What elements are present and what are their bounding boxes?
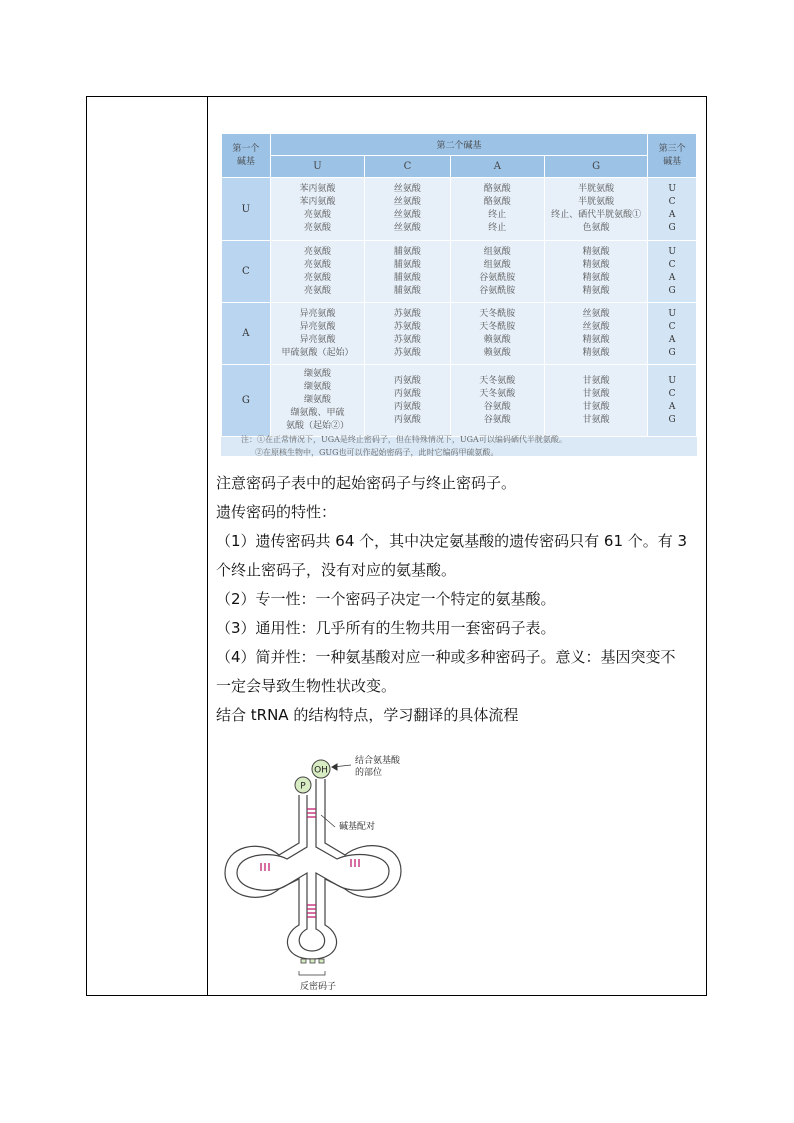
codon-table-notes bbox=[221, 433, 697, 459]
codon-cell: 脯氨酸 脯氨酸 脯氨酸 脯氨酸 bbox=[365, 241, 450, 303]
text-line: （3）通用性：几乎所有的生物共用一套密码子表。 bbox=[216, 619, 556, 637]
p-label: P bbox=[300, 781, 306, 792]
oh-label: OH bbox=[314, 765, 328, 776]
text-line: 结合 tRNA 的结构特点，学习翻译的具体流程 bbox=[216, 706, 519, 724]
trna-body bbox=[225, 835, 401, 959]
third-base-column: U C A G bbox=[648, 365, 697, 437]
oh-circle bbox=[312, 760, 330, 778]
explanation-text bbox=[216, 469, 704, 730]
first-base-a: A bbox=[222, 303, 271, 365]
codon-cell: 丝氨酸 丝氨酸 精氨酸 精氨酸 bbox=[544, 303, 647, 365]
trna-diagram bbox=[221, 747, 461, 992]
codon-cell: 丝氨酸 丝氨酸 丝氨酸 丝氨酸 bbox=[365, 178, 450, 241]
note-2: ②在原核生物中，GUG也可以作起始密码子，此时它编码甲硫氨酸。 bbox=[255, 448, 499, 457]
second-base-g: G bbox=[544, 156, 647, 178]
codon-cell: 亮氨酸 亮氨酸 亮氨酸 亮氨酸 bbox=[270, 241, 364, 303]
arrow-icon bbox=[332, 764, 351, 770]
codon-cell: 精氨酸 精氨酸 精氨酸 精氨酸 bbox=[544, 241, 647, 303]
codon-cell: 酪氨酸 酪氨酸 终止 终止 bbox=[450, 178, 544, 241]
second-base-c: C bbox=[365, 156, 450, 178]
amino-site-label-2: 的部位 bbox=[355, 768, 383, 778]
p-circle bbox=[295, 777, 311, 793]
header-third-base: 第三个碱基 bbox=[648, 134, 697, 178]
content-table bbox=[86, 96, 707, 996]
codon-cell: 丙氨酸 丙氨酸 丙氨酸 丙氨酸 bbox=[365, 365, 450, 437]
text-line: 遗传密码的特性： bbox=[216, 503, 337, 521]
text-line: 一定会导致生物性状改变。 bbox=[216, 677, 397, 695]
codon-cell: 苯丙氨酸 苯丙氨酸 亮氨酸 亮氨酸 bbox=[270, 178, 364, 241]
note-1: 注：①在正常情况下，UGA是终止密码子，但在特殊情况下，UGA可以编码硒代半胱氨酸。 bbox=[241, 435, 567, 444]
codon-cell: 甘氨酸 甘氨酸 甘氨酸 甘氨酸 bbox=[544, 365, 647, 437]
first-base-g: G bbox=[222, 365, 271, 437]
text-line: （2）专一性：一个密码子决定一个特定的氨基酸。 bbox=[216, 590, 556, 608]
codon-table bbox=[221, 133, 697, 437]
first-base-u: U bbox=[222, 178, 271, 241]
anticodon-bracket bbox=[299, 971, 325, 975]
pairing-label: 碱基配对 bbox=[339, 822, 376, 832]
third-base-column: U C A G bbox=[648, 178, 697, 241]
amino-site-label-1: 结合氨基酸 bbox=[355, 756, 401, 766]
codon-cell: 缬氨酸 缬氨酸 缬氨酸 缬氨酸、甲硫 氨酸（起始②） bbox=[270, 365, 364, 437]
second-base-a: A bbox=[450, 156, 544, 178]
third-base-column: U C A G bbox=[648, 303, 697, 365]
header-first-base: 第一个碱基 bbox=[222, 134, 271, 178]
text-line: （4）简并性：一种氨基酸对应一种或多种密码子。意义：基因突变不 bbox=[216, 648, 676, 666]
first-base-c: C bbox=[222, 241, 271, 303]
codon-cell: 组氨酸 组氨酸 谷氨酰胺 谷氨酰胺 bbox=[450, 241, 544, 303]
left-empty-cell bbox=[87, 97, 207, 995]
codon-cell: 天冬酰胺 天冬酰胺 赖氨酸 赖氨酸 bbox=[450, 303, 544, 365]
third-base-column: U C A G bbox=[648, 241, 697, 303]
codon-cell: 异亮氨酸 异亮氨酸 异亮氨酸 甲硫氨酸（起始） bbox=[270, 303, 364, 365]
text-line: 个终止密码子，没有对应的氨基酸。 bbox=[216, 561, 457, 579]
codon-cell: 半胱氨酸 半胱氨酸 终止、硒代半胱氨酸① 色氨酸 bbox=[544, 178, 647, 241]
anticodon-label: 反密码子 bbox=[300, 982, 337, 992]
anticodon-bases bbox=[301, 959, 324, 963]
codon-table-figure bbox=[221, 133, 697, 456]
second-base-u: U bbox=[270, 156, 364, 178]
codon-cell: 天冬氨酸 天冬氨酸 谷氨酸 谷氨酸 bbox=[450, 365, 544, 437]
text-line: 注意密码子表中的起始密码子与终止密码子。 bbox=[216, 474, 517, 492]
text-line: （1）遗传密码共 64 个，其中决定氨基酸的遗传密码只有 61 个。有 3 bbox=[216, 532, 688, 550]
header-second-base: 第二个碱基 bbox=[270, 134, 648, 156]
codon-cell: 苏氨酸 苏氨酸 苏氨酸 苏氨酸 bbox=[365, 303, 450, 365]
column-divider bbox=[207, 97, 208, 995]
pairing-pointer-line bbox=[321, 815, 335, 827]
